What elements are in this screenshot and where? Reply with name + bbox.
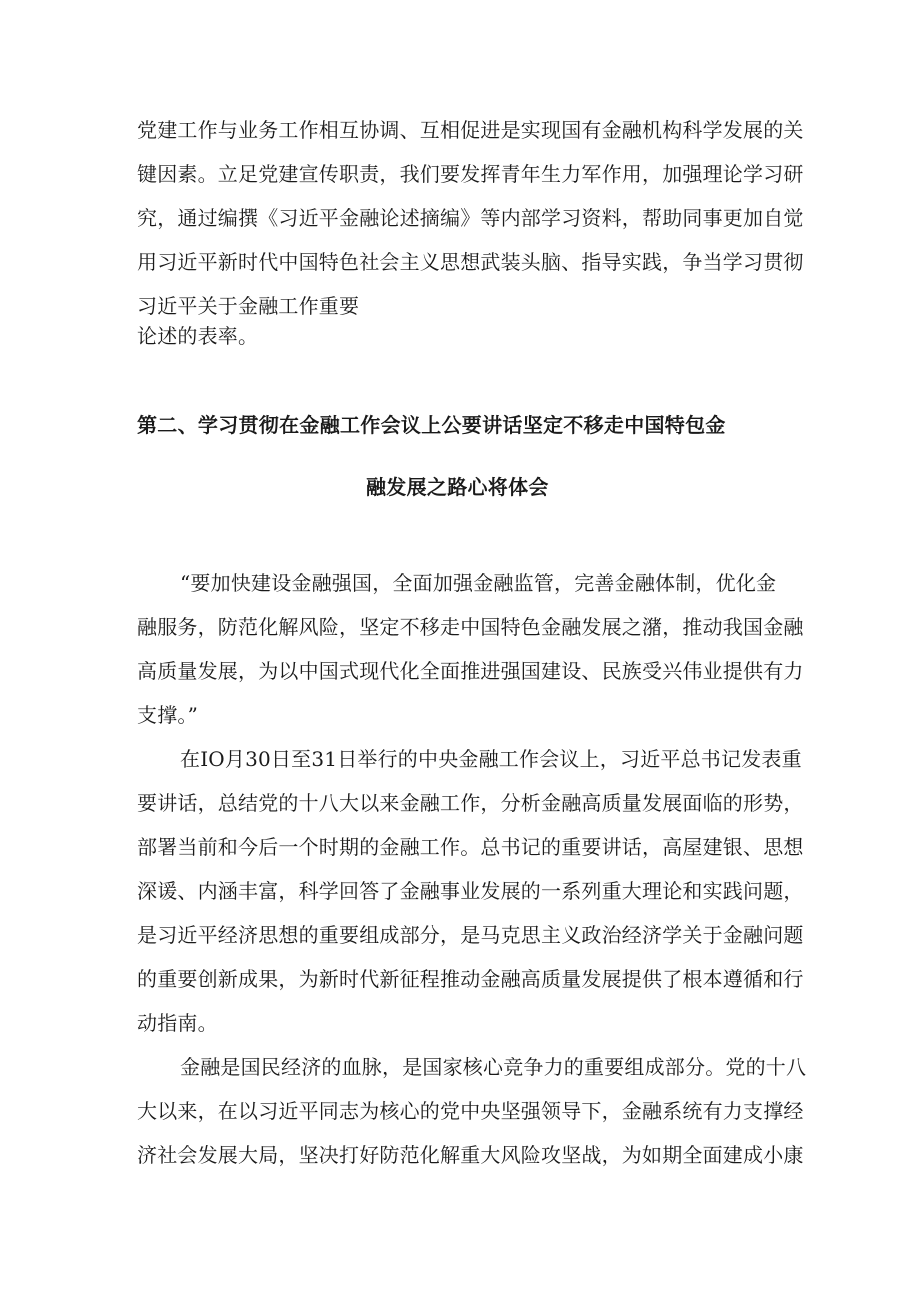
paragraph-line: 键因素。立足党建宣传职责，我们要发挥青年生力军作用，加强理论学习研 [137, 162, 804, 186]
paragraph-line: 习近平关于金融工作重要 [137, 294, 360, 318]
paragraph-line: 金融是国民经济的血脉，是国家核心竞争力的重要组成部分。党的十八 [180, 1055, 807, 1079]
paragraph-line: 究，通过编撰《习近平金融论述摘编》等内部学习资料，帮助同事更加自觉 [137, 206, 804, 230]
paragraph-line: 部署当前和今后一个时期的金融工作。总书记的重要讲话，高屋建银、思想 [137, 835, 804, 859]
heading-line-2: 融发展之路心将体会 [366, 475, 549, 499]
paragraph-line: 在IO月30日至31日举行的中央金融工作会议上，习近平总书记发表重 [180, 747, 802, 771]
paragraph-line: “要加快建设金融强国，全面加强金融监管，完善金融体制，优化金 [180, 571, 777, 595]
paragraph-line: 动指南。 [137, 1011, 218, 1035]
paragraph-line: 要讲话，总结党的十八大以来金融工作，分析金融高质量发展面临的形势， [137, 791, 804, 815]
paragraph-line: 是习近平经济思想的重要组成部分，是马克思主义政治经济学关于金融问题 [137, 923, 804, 947]
paragraph-line: 党建工作与业务工作相互协调、互相促进是实现国有金融机构科学发展的关 [137, 118, 804, 142]
paragraph-line: 的重要创新成果，为新时代新征程推动金融高质量发展提供了根本遵循和行 [137, 967, 804, 991]
paragraph-line: 支撑。” [137, 703, 199, 727]
paragraph-line: 论述的表率。 [137, 324, 259, 348]
paragraph-line: 济社会发展大局，坚决打好防范化解重大风险攻坚战，为如期全面建成小康 [137, 1143, 804, 1167]
paragraph-line: 高质量发展，为以中国式现代化全面推进强国建设、民族受兴伟业提供有力 [137, 659, 804, 683]
paragraph-line: 大以来，在以习近平同志为核心的党中央坚强领导下，金融系统有力支撑经 [137, 1099, 804, 1123]
heading-line-1: 第二、学习贯彻在金融工作会议上公要讲话坚定不移走中国特包金 [137, 413, 726, 437]
paragraph-line: 深谖、内涵丰富，科学回答了金融事业发展的一系列重大理论和实践问题， [137, 879, 804, 903]
paragraph-line: 融服务，防范化解风险，坚定不移走中国特色金融发展之潴，推动我国金融 [137, 615, 804, 639]
paragraph-line: 用习近平新时代中国特色社会主义思想武装头脑、指导实践，争当学习贯彻 [137, 250, 804, 274]
